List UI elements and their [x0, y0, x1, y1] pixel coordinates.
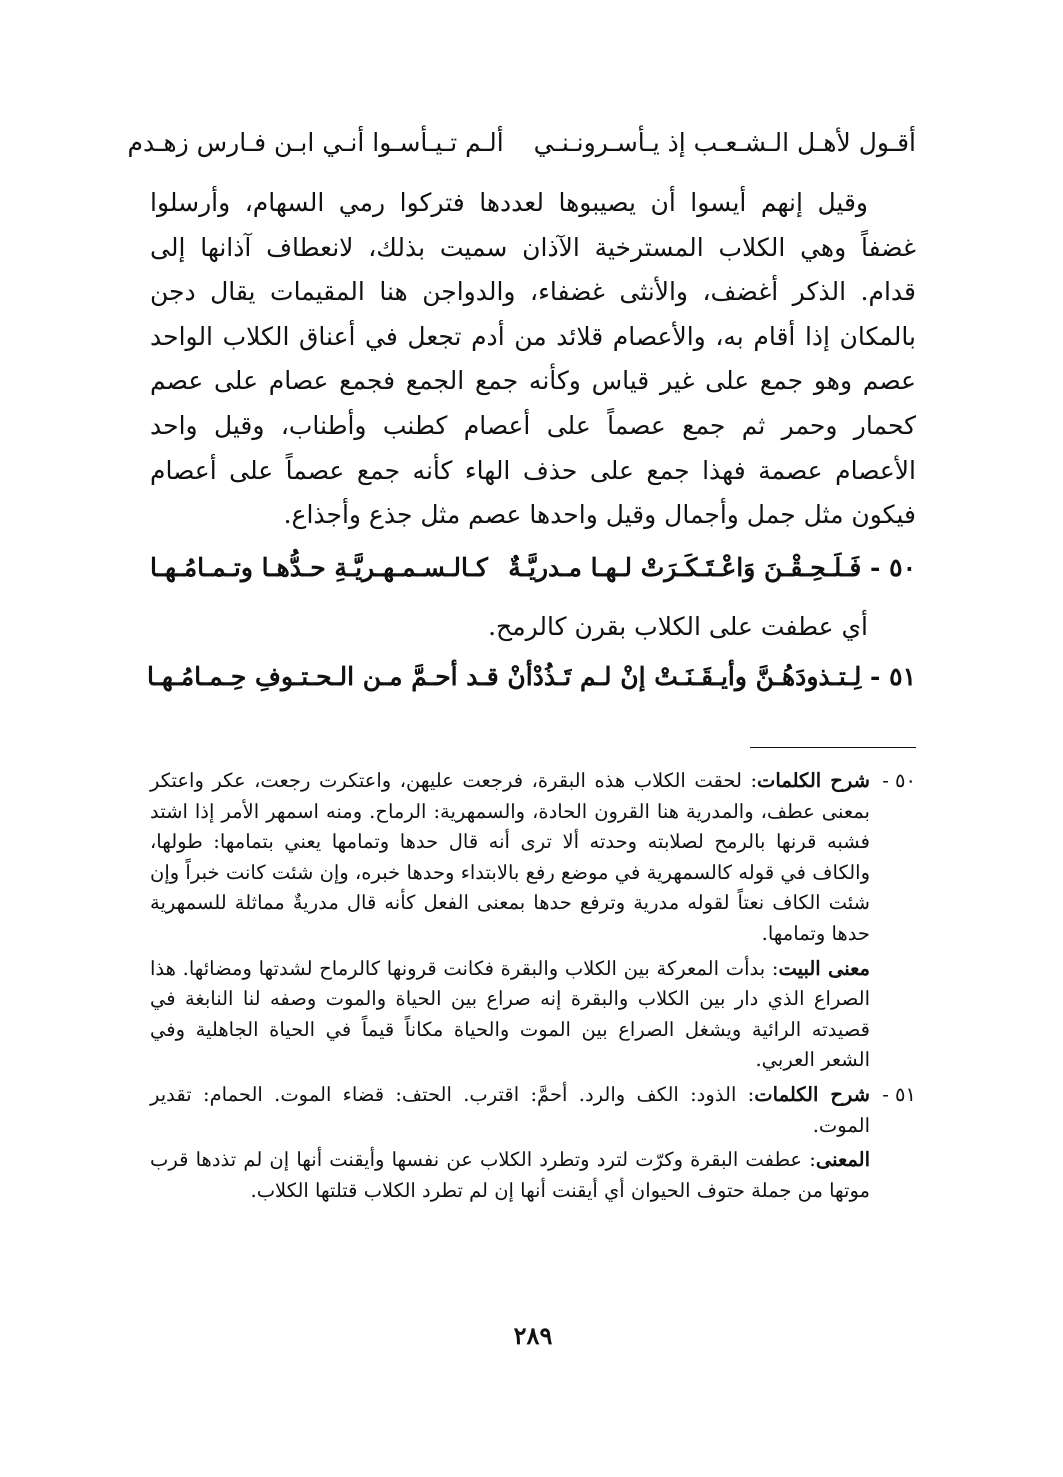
footnote-50-meaning-text: : بدأت المعركة بين الكلاب والبقرة فكانت قرونها كالرماح لشدتها ومضائها. هذا الصراع الذي دار بين الكلاب والبقرة إنه صراع بين الحياة والموت وصفه لنا النابغة في قصيدته الرائية ويشغل الصراع بين الموت والحياة مكاناً قيماً في الحياة الجاهلية وفي الشعر العربي. — [150, 956, 870, 1072]
footnote-51-number: ٥١ - — [882, 1082, 916, 1106]
poem-verse-51 — [146, 662, 916, 691]
poem-verse-50 — [150, 553, 916, 582]
footnote-51-words-text: : الذود: الكف والرد. أحمَّ: اقترب. الحتف: قضاء الموت. الحمام: تقدير الموت. — [150, 1082, 870, 1137]
main-paragraph: وقيل إنهم أيسوا أن يصيبوها لعددها فتركوا رمي السهام، وأرسلوا غضفاً وهي الكلاب المسترخية الآذان سميت بذلك، لانعطاف آذانها إلى قدام. الذكر أغضف، والأنثى غضفاء، والدواجن هنا المقيمات يقال دجن بالمكان إذا أقام به، والأعصام قلائد من أدم تجعل في أعناق الكلاب الواحد عصم وهو جمع على غير قياس وكأنه جمع الجمع فجمع عصام على عصم كحمار وحمر ثم جمع عصماً على أعصام كطنب وأطناب، وقيل واحد الأعصام عصمة فهذا جمع على حذف الهاء كأنه جمع عصماً على أعصام فيكون مثل جمل وأجمال وقيل واحدها عصم مثل جذع وأجذاع. — [150, 188, 916, 530]
book-page — [127, 0, 916, 1477]
opening-verse-hemistich-1: أقـول لأهـل الـشـعـب إذ يـأسـرونـنـي — [533, 128, 916, 157]
verse-50-number: ٥٠ - — [870, 553, 916, 582]
verse-51-hemistich-2: أنْ قـد أحـمَّ مـن الـحـتـوفِ حِـمـامُـهـا — [146, 662, 533, 691]
footnote-50-meaning-label: معنى البيت — [778, 956, 870, 980]
verse-50-hemistich-2: كـالـسـمـهـريَّـةِ حـدُّهـا وتـمـامُـهـا — [150, 553, 488, 582]
footnotes — [150, 766, 916, 1210]
verse-51-hemistich-1: لِـتـذودَهُـنَّ وأيـقَـنَـتْ إنْ لـم تَـذُدْ — [532, 662, 862, 691]
footnote-51-word-notes — [150, 1080, 916, 1141]
verse-51-number: ٥١ - — [870, 662, 916, 691]
footnote-50-meaning — [150, 954, 916, 1076]
footnote-51-meaning — [150, 1145, 916, 1206]
footnote-51-words-label: شرح الكلمات — [754, 1082, 870, 1106]
footnote-50-words-text: : لحقت الكلاب هذه البقرة، فرجعت عليهن، واعتكرت رجعت، عكر واعتكر بمعنى عطف، والمدرية هنا القرون الحادة، والسمهرية: الرماح. ومنه اسمهر الأمر إذا اشتد فشبه قرنها بالرمح لصلابته وحدته ألا ترى أنه قال حدها وتمامها يعني بتمامها: طولها، والكاف في قوله كالسمهرية في موضع رفع بالابتداء وحدها خبره، وإن شئت كانت خبراً وإن شئت الكاف نعتاً لقوله مدرية وترفع حدها بمعنى الفعل كأنه قال مدريةٌ مماثلة للسمهرية حدها وتمامها. — [150, 769, 870, 945]
footnote-51-meaning-text: : عطفت البقرة وكرّت لترد وتطرد الكلاب عن نفسها وأيقنت أنها إن لم تذدها قرب موتها من جملة حتوف الحيوان أي أيقنت أنها إن لم تطرد الكلاب قتلتها الكلاب. — [150, 1148, 870, 1202]
footnote-50-number: ٥٠ - — [882, 769, 916, 792]
footnote-50-words-label: شرح الكلمات — [757, 769, 870, 792]
opening-verse — [127, 128, 916, 157]
footnote-51-meaning-label: المعنى — [815, 1148, 870, 1172]
page-number: ٢٨٩ — [513, 1321, 553, 1350]
opening-verse-hemistich-2: ألـم تـيـأسـوا أنـي ابـن فـارس زهـدم — [127, 128, 504, 157]
verse-50-hemistich-1: فَـلَـحِـقْـنَ وَاعْـتَـكَـرَتْ لـهـا مـدريَّـةٌ — [508, 553, 862, 582]
footnote-separator — [750, 747, 916, 748]
verse-50-first-half — [508, 553, 916, 582]
footnote-50-word-notes — [150, 766, 916, 950]
verse-51-first-half — [533, 662, 916, 691]
verse-50-explanation: أي عطفت على الكلاب بقرن كالرمح. — [488, 612, 868, 641]
